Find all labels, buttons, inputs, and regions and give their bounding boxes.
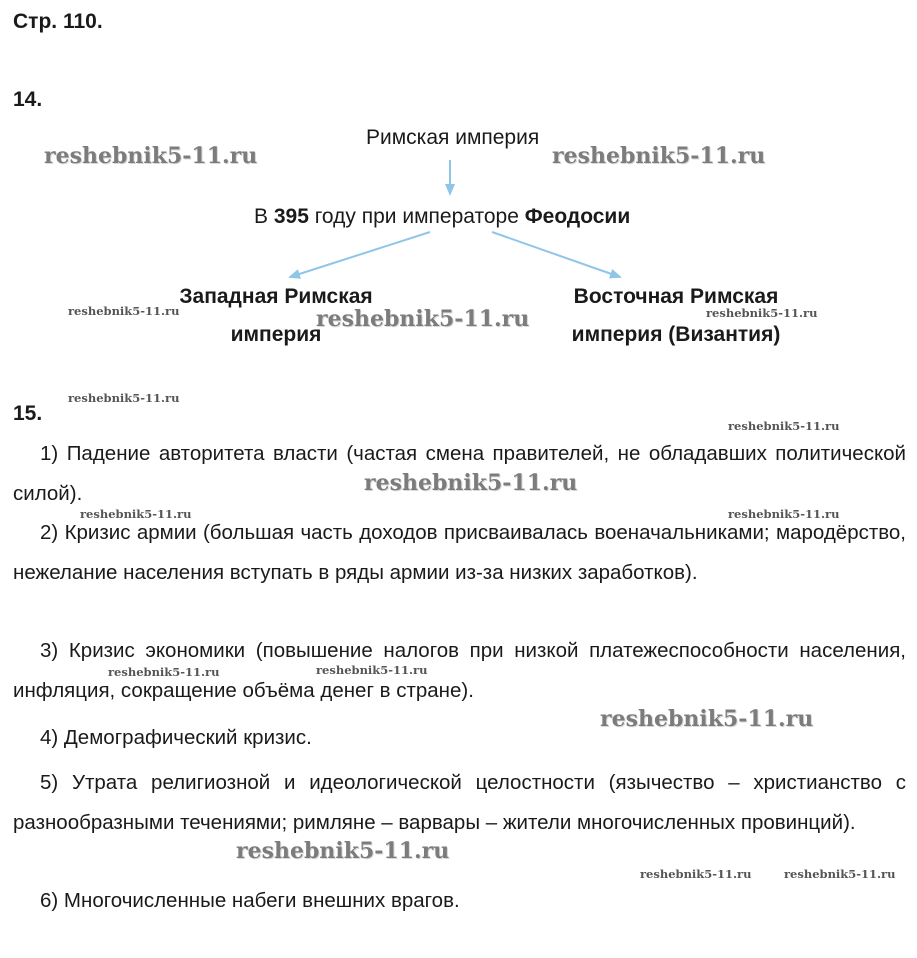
watermark: reshebnik5-11.ru [316,306,530,332]
point-6-text: 6) Многочисленные набеги внешних врагов. [40,889,460,912]
west-line-2: империя [230,323,322,346]
task-14-number: 14. [13,88,43,111]
watermark: reshebnik5-11.ru [236,838,450,864]
point-4-text: 4) Демографический кризис. [40,726,312,749]
page-header: Стр. 110. [13,10,103,33]
watermark: reshebnik5-11.ru [706,306,818,320]
watermark: reshebnik5-11.ru [784,867,896,881]
list-item-2 [13,513,906,593]
watermark: reshebnik5-11.ru [108,665,220,679]
event-prefix: В [254,205,274,228]
west-line-1: Западная Римская [179,285,373,308]
point-1-text: 1) Падение авторитета власти (частая смена правителей, не обладавших политической силой). [13,442,906,505]
arrow-event-to-east [492,232,620,277]
event-emperor: Феодосии [524,205,631,228]
point-5-text: 5) Утрата религиозной и идеологической целостности (язычество – христианство с разнообразными течениями; римляне – варвары – жители многочисленных провинций). [13,771,906,834]
task-15-number: 15. [13,402,43,425]
diagram-root-node: Римская империя [366,126,540,149]
point-2-text: 2) Кризис армии (большая часть доходов присваивалась военачальниками; мародёрство, нежелание населения вступать в ряды армии из-за низких заработков). [13,521,906,584]
watermark: reshebnik5-11.ru [600,706,814,732]
event-middle: году при императоре [308,205,525,228]
watermark: reshebnik5-11.ru [552,143,766,169]
watermark: reshebnik5-11.ru [68,391,180,405]
watermark: reshebnik5-11.ru [68,304,180,318]
watermark: reshebnik5-11.ru [728,419,840,433]
arrow-event-to-west [290,232,430,277]
watermark: reshebnik5-11.ru [728,507,840,521]
list-item-5 [13,763,906,843]
list-item-6 [13,881,906,921]
east-line-1: Восточная Римская [573,285,779,308]
watermark: reshebnik5-11.ru [640,867,752,881]
watermark: reshebnik5-11.ru [316,663,428,677]
point-3-text: 3) Кризис экономики (повышение налогов при низкой платежеспособности населения, инфляция, сокращение объёма денег в стране). [13,639,906,702]
event-year: 395 [273,205,309,228]
watermark: reshebnik5-11.ru [364,470,578,496]
watermark: reshebnik5-11.ru [44,143,258,169]
east-line-2: империя (Византия) [571,323,781,346]
watermark: reshebnik5-11.ru [80,507,192,521]
